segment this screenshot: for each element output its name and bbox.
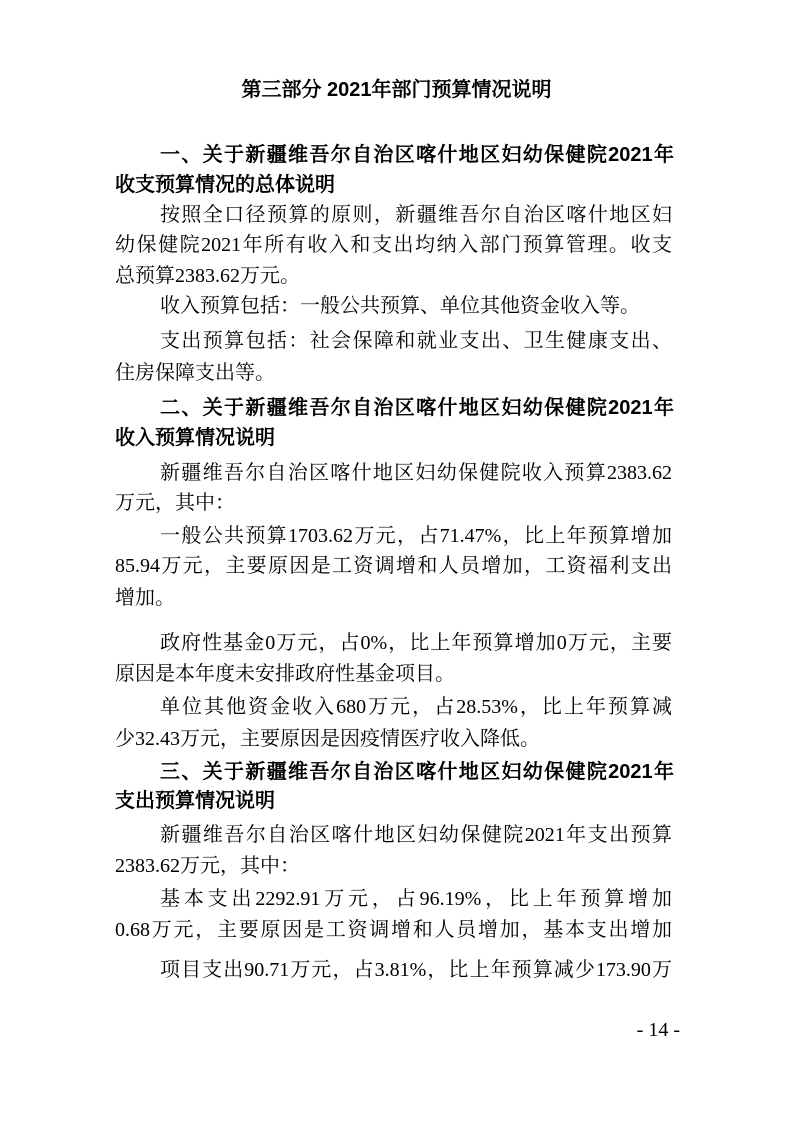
income-paragraph-3-line-1: 政府性基金0万元，占0%，比上年预算增加0万元，主要	[160, 632, 672, 654]
income-paragraph-2-line-3: 增加。	[115, 587, 175, 609]
expenditure-paragraph-1-line-1: 新疆维吾尔自治区喀什地区妇幼保健院2021年支出预算	[160, 824, 672, 846]
page-number: - 14 -	[636, 1019, 680, 1041]
income-heading-line-1: 二、关于新疆维吾尔自治区喀什地区妇幼保健院2021年	[160, 397, 674, 419]
expenditure-paragraph-2-line-2: 0.68万元，主要原因是工资调增和人员增加，基本支出增加	[115, 919, 672, 941]
overview-paragraph-3-line-2: 住房保障支出等。	[115, 362, 275, 384]
income-paragraph-4-line-2: 少32.43万元，主要原因是因疫情医疗收入降低。	[115, 728, 540, 750]
page-title: 第三部分 2021年部门预算情况说明	[241, 79, 552, 101]
income-paragraph-4-line-1: 单位其他资金收入680万元，占28.53%，比上年预算减	[160, 696, 672, 718]
expenditure-heading-line-2: 支出预算情况说明	[115, 790, 275, 812]
expenditure-paragraph-1-line-2: 2383.62万元，其中：	[115, 855, 300, 877]
overview-paragraph-1-line-3: 总预算2383.62万元。	[115, 265, 300, 287]
overview-heading-line-2: 收支预算情况的总体说明	[115, 174, 335, 196]
income-paragraph-1-line-2: 万元，其中：	[115, 492, 235, 514]
expenditure-paragraph-3-line-1: 项目支出90.71万元，占3.81%，比上年预算减少173.90万	[160, 959, 672, 981]
overview-heading-line-1: 一、关于新疆维吾尔自治区喀什地区妇幼保健院2021年	[160, 144, 674, 166]
expenditure-heading-line-1: 三、关于新疆维吾尔自治区喀什地区妇幼保健院2021年	[160, 761, 674, 783]
expenditure-paragraph-2-line-1: 基本支出2292.91万元，占96.19%，比上年预算增加	[160, 888, 672, 910]
income-paragraph-2-line-1: 一般公共预算1703.62万元，占71.47%，比上年预算增加	[160, 525, 672, 547]
overview-paragraph-2-line-1: 收入预算包括：一般公共预算、单位其他资金收入等。	[160, 295, 640, 317]
income-heading-line-2: 收入预算情况说明	[115, 427, 275, 449]
income-paragraph-2-line-2: 85.94万元，主要原因是工资调增和人员增加，工资福利支出	[115, 555, 672, 577]
income-paragraph-3-line-2: 原因是本年度未安排政府性基金项目。	[115, 663, 455, 685]
income-paragraph-1-line-1: 新疆维吾尔自治区喀什地区妇幼保健院收入预算2383.62	[160, 462, 672, 484]
overview-paragraph-1-line-2: 幼保健院2021年所有收入和支出均纳入部门预算管理。收支	[115, 234, 672, 256]
overview-paragraph-1-line-1: 按照全口径预算的原则，新疆维吾尔自治区喀什地区妇	[160, 204, 672, 226]
overview-paragraph-3-line-1: 支出预算包括：社会保障和就业支出、卫生健康支出、	[160, 330, 672, 352]
